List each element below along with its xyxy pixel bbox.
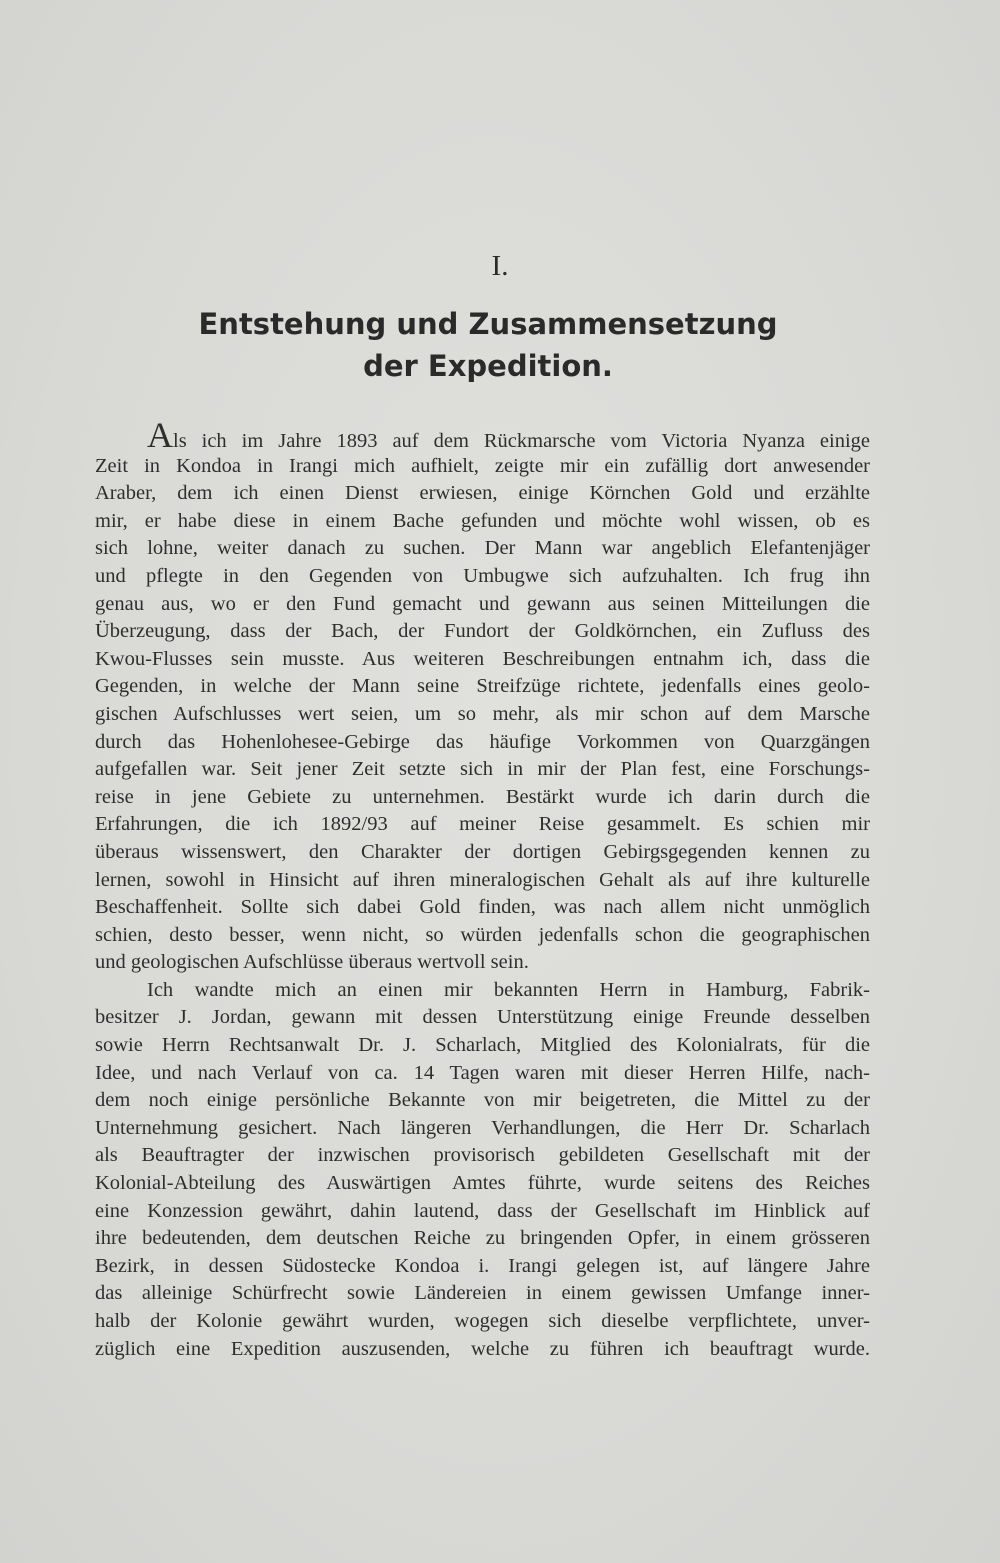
text-line: Beschaffenheit. Sollte sich dabei Gold finden, was nach allem nicht unmöglich bbox=[95, 896, 870, 919]
body-text bbox=[95, 415, 870, 1363]
text-line: eine Konzession gewährt, dahin lautend, dass der Gesellschaft im Hinblick auf bbox=[95, 1199, 870, 1222]
text-line: als Beauftragter der inzwischen provisorisch gebildeten Gesellschaft mit der bbox=[95, 1144, 870, 1167]
text-line: Ich wandte mich an einen mir bekannten Herrn in Hamburg, Fabrik- bbox=[147, 978, 870, 1001]
text-line: dem noch einige persönliche Bekannte von mir beigetreten, die Mittel zu der bbox=[95, 1089, 870, 1112]
chapter-number: I. bbox=[491, 250, 509, 282]
chapter-title bbox=[0, 303, 976, 387]
text-line: Zeit in Kondoa in Irangi mich aufhielt, zeigte mir ein zufällig dort anwesender bbox=[95, 454, 870, 477]
text-line: halb der Kolonie gewährt wurden, wogegen sich dieselbe verpflichtete, unver- bbox=[95, 1310, 870, 1332]
text-line: Als ich im Jahre 1893 auf dem Rückmarsche vom Victoria Nyanza einige bbox=[147, 415, 870, 455]
text-line: mir, er habe diese in einem Bache gefunden und möchte wohl wissen, ob es bbox=[95, 509, 870, 532]
text-line: und pflegte in den Gegenden von Umbugwe sich aufzuhalten. Ich frug ihn bbox=[95, 564, 870, 587]
text-line: Überzeugung, dass der Bach, der Fundort der Goldkörnchen, ein Zufluss des bbox=[95, 620, 870, 643]
text-line: durch das Hohenlohesee-Gebirge das häufige Vorkommen von Quarzgängen bbox=[95, 730, 870, 753]
text-line: lernen, sowohl in Hinsicht auf ihren mineralogischen Gehalt als auf ihre kulturelle bbox=[95, 868, 870, 891]
text-line: überaus wissenswert, den Charakter der dortigen Gebirgsgegenden kennen zu bbox=[95, 840, 870, 863]
text-line: Gegenden, in welche der Mann seine Streifzüge richtete, jedenfalls eines geolo- bbox=[95, 675, 870, 698]
text-line: genau aus, wo er den Fund gemacht und gewann aus seinen Mitteilungen die bbox=[95, 592, 870, 615]
text-line: sowie Herrn Rechtsanwalt Dr. J. Scharlach, Mitglied des Kolonialrats, für die bbox=[95, 1034, 870, 1057]
paragraph-1 bbox=[95, 415, 870, 977]
text-line: aufgefallen war. Seit jener Zeit setzte sich in mir der Plan fest, eine Forschungs- bbox=[95, 758, 870, 781]
text-line: Bezirk, in dessen Südostecke Kondoa i. Irangi gelegen ist, auf längere Jahre bbox=[95, 1254, 870, 1277]
text-line: Unternehmung gesichert. Nach längeren Verhandlungen, die Herr Dr. Scharlach bbox=[95, 1116, 870, 1139]
chapter-title-line-1: Entstehung und Zusammensetzung bbox=[198, 307, 778, 341]
text-line: reise in jene Gebiete zu unternehmen. Bestärkt wurde ich darin durch die bbox=[95, 785, 870, 808]
drop-cap: A bbox=[147, 415, 173, 455]
chapter-title-line-2: der Expedition. bbox=[363, 349, 613, 383]
paragraph-2 bbox=[95, 977, 870, 1363]
text-line: züglich eine Expedition auszusenden, welche zu führen ich beauftragt wurde. bbox=[95, 1337, 870, 1360]
text-line: besitzer J. Jordan, gewann mit dessen Unterstützung einige Freunde desselben bbox=[95, 1006, 870, 1029]
text-line: Araber, dem ich einen Dienst erwiesen, einige Körnchen Gold und erzählte bbox=[95, 482, 870, 505]
text-line: ihre bedeutenden, dem deutschen Reiche zu bringenden Opfer, in einem grösseren bbox=[95, 1227, 870, 1250]
text-line: das alleinige Schürfrecht sowie Ländereien in einem gewissen Umfange inner- bbox=[95, 1282, 870, 1305]
text-line: Idee, und nach Verlauf von ca. 14 Tagen waren mit dieser Herren Hilfe, nach- bbox=[95, 1061, 870, 1084]
text-line: schien, desto besser, wenn nicht, so würden jedenfalls schon die geographischen bbox=[95, 923, 870, 946]
text-line: Kwou-Flusses sein musste. Aus weiteren Beschreibungen entnahm ich, dass die bbox=[95, 647, 870, 670]
text-line: gischen Aufschlusses wert seien, um so mehr, als mir schon auf dem Marsche bbox=[95, 702, 870, 725]
text-line: Erfahrungen, die ich 1892/93 auf meiner Reise gesammelt. Es schien mir bbox=[95, 813, 870, 836]
text-line: sich lohne, weiter danach zu suchen. Der Mann war angeblich Elefantenjäger bbox=[95, 537, 870, 560]
text-line: und geologischen Aufschlüsse überaus wertvoll sein. bbox=[95, 951, 529, 974]
text-line: Kolonial-Abteilung des Auswärtigen Amtes führte, wurde seitens des Reiches bbox=[95, 1172, 870, 1195]
